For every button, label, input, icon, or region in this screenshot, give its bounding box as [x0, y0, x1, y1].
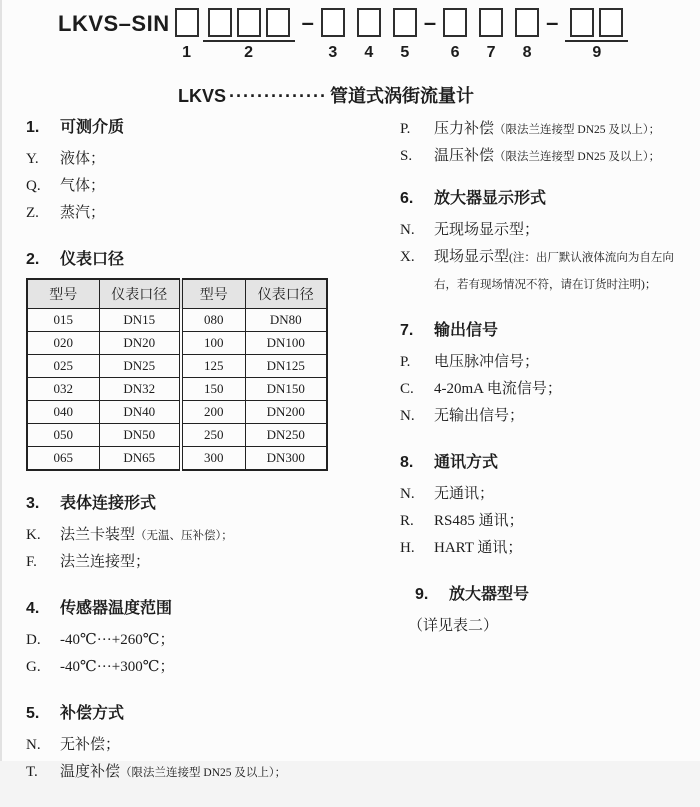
option-text: 4-20mA 电流信号；	[434, 381, 562, 397]
section-footnote: （详见表二）	[408, 618, 499, 634]
section-title: 表体连接形式	[60, 495, 157, 512]
code-group-labels	[175, 44, 199, 62]
left-column	[26, 116, 374, 807]
option-note: (注：出厂默认液体流向为自左向右，若有现场情况不符，请在订货时注明)；	[434, 252, 674, 291]
option-code: T.	[26, 764, 38, 780]
model-code-diagram	[2, 0, 700, 62]
option-code: S.	[400, 148, 413, 164]
model-separator-dash: –	[301, 10, 314, 35]
option-text: 蒸汽；	[60, 205, 106, 221]
model-code-group	[565, 8, 628, 62]
table-header-cell: 仪表口径	[245, 279, 327, 309]
section-header	[400, 319, 696, 343]
option-code: N.	[400, 486, 415, 502]
option-text: 气体；	[60, 178, 106, 194]
table-cell: 040	[27, 401, 99, 424]
section-connection	[26, 492, 374, 576]
option-text: -40℃···+300℃；	[60, 659, 175, 675]
section-temp-range	[26, 597, 374, 681]
position-number: 2	[244, 44, 254, 61]
code-box	[599, 8, 623, 37]
code-box	[357, 8, 381, 37]
table-row	[27, 401, 327, 424]
table-cell: DN65	[99, 447, 181, 471]
dotted-leader: ··············	[229, 86, 327, 106]
section-header	[400, 451, 696, 475]
table-cell: DN20	[99, 332, 181, 355]
table-header-cell: 仪表口径	[99, 279, 181, 309]
option-text: 液体；	[60, 151, 106, 167]
table-cell: 020	[27, 332, 99, 355]
position-number: 4	[364, 44, 374, 61]
code-box	[266, 8, 290, 37]
section-number: 3.	[26, 495, 40, 512]
table-cell: 150	[181, 378, 245, 401]
code-boxes	[321, 8, 417, 42]
option-text: 无输出信号；	[434, 408, 525, 424]
model-code-group	[175, 8, 199, 62]
section-title: 可测介质	[60, 119, 125, 136]
right-column	[400, 116, 696, 807]
section-title: 仪表口径	[60, 251, 125, 268]
option-code: K.	[26, 527, 41, 543]
option-text: 压力补偿（限法兰连接型 DN25 及以上）；	[434, 121, 661, 137]
section-header	[400, 187, 696, 211]
option-item	[26, 732, 374, 759]
position-number: 1	[182, 44, 192, 61]
table-row	[27, 378, 327, 401]
section-header	[26, 116, 374, 140]
code-group-labels	[565, 44, 628, 62]
table-cell: 200	[181, 401, 245, 424]
option-code: N.	[26, 737, 41, 753]
code-group-labels	[321, 44, 417, 62]
section-number: 9.	[415, 586, 429, 603]
option-item	[400, 376, 696, 403]
table-cell: DN200	[245, 401, 327, 424]
code-box	[237, 8, 261, 37]
section-number: 8.	[400, 454, 414, 471]
doc-title	[2, 82, 700, 108]
option-text: 无现场显示型；	[434, 222, 540, 238]
section-title: 输出信号	[434, 322, 499, 339]
section-title: 放大器型号	[449, 586, 530, 603]
section-compensation	[26, 702, 374, 786]
option-text: -40℃···+260℃；	[60, 632, 175, 648]
section-number: 1.	[26, 119, 40, 136]
model-code-group	[203, 8, 295, 62]
table-cell: 300	[181, 447, 245, 471]
table-cell: 065	[27, 447, 99, 471]
option-code: X.	[400, 249, 415, 265]
section-compensation-cont	[400, 116, 696, 170]
section-number: 2.	[26, 251, 40, 268]
position-number: 9	[592, 44, 602, 61]
table-cell: DN50	[99, 424, 181, 447]
position-number: 8	[522, 44, 532, 61]
code-group-labels	[443, 44, 539, 62]
code-boxes-underlined	[203, 8, 295, 42]
option-text: 现场显示型(注：出厂默认液体流向为自左向右，若有现场情况不符，请在订货时注明)；	[434, 249, 674, 291]
model-code-group	[443, 8, 539, 62]
option-item	[400, 535, 696, 562]
section-number: 4.	[26, 600, 40, 617]
option-code: D.	[26, 632, 41, 648]
table-row	[27, 424, 327, 447]
option-note: （限法兰连接型 DN25 及以上）；	[494, 151, 661, 163]
table-cell: 080	[181, 309, 245, 332]
model-separator-dash: –	[423, 10, 437, 35]
option-code: P.	[400, 121, 411, 137]
option-item	[26, 654, 374, 681]
option-text: 法兰连接型；	[60, 554, 151, 570]
diameter-table	[26, 278, 328, 471]
option-item	[400, 481, 696, 508]
option-code: G.	[26, 659, 41, 675]
table-cell: DN150	[245, 378, 327, 401]
table-row	[27, 309, 327, 332]
table-cell: DN25	[99, 355, 181, 378]
code-box	[208, 8, 232, 37]
code-group-labels	[203, 44, 295, 62]
option-text: 温压补偿（限法兰连接型 DN25 及以上）；	[434, 148, 661, 164]
option-text: RS485 通讯；	[434, 513, 524, 529]
model-separator-dash: –	[546, 10, 559, 35]
position-number: 6	[450, 44, 460, 61]
table-cell: 050	[27, 424, 99, 447]
option-item	[26, 146, 374, 173]
position-number: 3	[328, 44, 338, 61]
section-comm	[400, 451, 696, 562]
section-title: 通讯方式	[434, 454, 499, 471]
code-box	[570, 8, 594, 37]
code-boxes-underlined	[565, 8, 628, 42]
option-note: （无温、压补偿）；	[135, 530, 233, 542]
section-number: 5.	[26, 705, 40, 722]
option-item	[400, 143, 696, 170]
section-header	[26, 248, 374, 272]
option-text: HART 通讯；	[434, 540, 523, 556]
option-item	[26, 549, 374, 576]
section-number: 7.	[400, 322, 414, 339]
option-code: Y.	[26, 151, 39, 167]
model-code-groups	[173, 8, 631, 62]
table-cell: DN32	[99, 378, 181, 401]
option-note: （限法兰连接型 DN25 及以上）；	[120, 767, 287, 779]
code-box	[479, 8, 503, 37]
table-cell: 025	[27, 355, 99, 378]
option-code: N.	[400, 222, 415, 238]
two-column-body	[2, 108, 700, 807]
option-item	[400, 217, 696, 244]
table-cell: DN250	[245, 424, 327, 447]
section-amp-model	[400, 583, 696, 639]
option-item	[400, 403, 696, 430]
section-title: 补偿方式	[60, 705, 125, 722]
option-item	[400, 244, 696, 298]
option-text: 无通讯；	[434, 486, 495, 502]
option-code: Q.	[26, 178, 41, 194]
option-code: C.	[400, 381, 414, 397]
table-header-cell: 型号	[181, 279, 245, 309]
option-item	[26, 627, 374, 654]
model-prefix: LKVS–SIN	[58, 11, 170, 36]
option-text: 温度补偿（限法兰连接型 DN25 及以上）；	[60, 764, 287, 780]
code-box	[175, 8, 199, 37]
option-note: （限法兰连接型 DN25 及以上）；	[494, 124, 661, 136]
table-cell: DN15	[99, 309, 181, 332]
table-header-cell: 型号	[27, 279, 99, 309]
table-cell: 100	[181, 332, 245, 355]
table-cell: DN125	[245, 355, 327, 378]
option-text: 电压脉冲信号；	[434, 354, 540, 370]
position-number: 5	[400, 44, 410, 61]
option-code: N.	[400, 408, 415, 424]
option-item	[400, 116, 696, 143]
option-item	[26, 522, 374, 549]
section-header	[26, 492, 374, 516]
section-display	[400, 187, 696, 298]
table-cell: 032	[27, 378, 99, 401]
option-code: Z.	[26, 205, 39, 221]
section-number: 6.	[400, 190, 414, 207]
code-boxes	[175, 8, 199, 42]
doc-title-name: 管道式涡街流量计	[329, 86, 474, 106]
table-row	[27, 355, 327, 378]
section-output	[400, 319, 696, 430]
section-title: 传感器温度范围	[60, 600, 173, 617]
option-code: H.	[400, 540, 415, 556]
doc-title-code: LKVS	[178, 86, 227, 106]
table-cell: DN100	[245, 332, 327, 355]
table-cell: DN300	[245, 447, 327, 471]
section-header	[26, 702, 374, 726]
option-text: 无补偿；	[60, 737, 121, 753]
option-item	[26, 759, 374, 786]
option-item	[400, 508, 696, 535]
section-header	[415, 583, 696, 607]
code-box	[515, 8, 539, 37]
table-cell: 015	[27, 309, 99, 332]
option-item	[26, 173, 374, 200]
option-code: R.	[400, 513, 414, 529]
table-row	[27, 447, 327, 471]
option-code: F.	[26, 554, 37, 570]
option-item	[26, 200, 374, 227]
code-box	[393, 8, 417, 37]
option-item	[400, 349, 696, 376]
table-cell: 125	[181, 355, 245, 378]
code-box	[443, 8, 467, 37]
section-diameter	[26, 248, 374, 471]
option-text: 法兰卡装型（无温、压补偿）；	[60, 527, 233, 543]
code-boxes	[443, 8, 539, 42]
option-code: P.	[400, 354, 411, 370]
table-cell: DN40	[99, 401, 181, 424]
code-box	[321, 8, 345, 37]
table-header-row	[27, 279, 327, 309]
model-code-group	[321, 8, 417, 62]
table-cell: DN80	[245, 309, 327, 332]
section-header	[26, 597, 374, 621]
table-cell: 250	[181, 424, 245, 447]
section-title: 放大器显示形式	[434, 190, 547, 207]
position-number: 7	[486, 44, 496, 61]
table-row	[27, 332, 327, 355]
section-media	[26, 116, 374, 227]
